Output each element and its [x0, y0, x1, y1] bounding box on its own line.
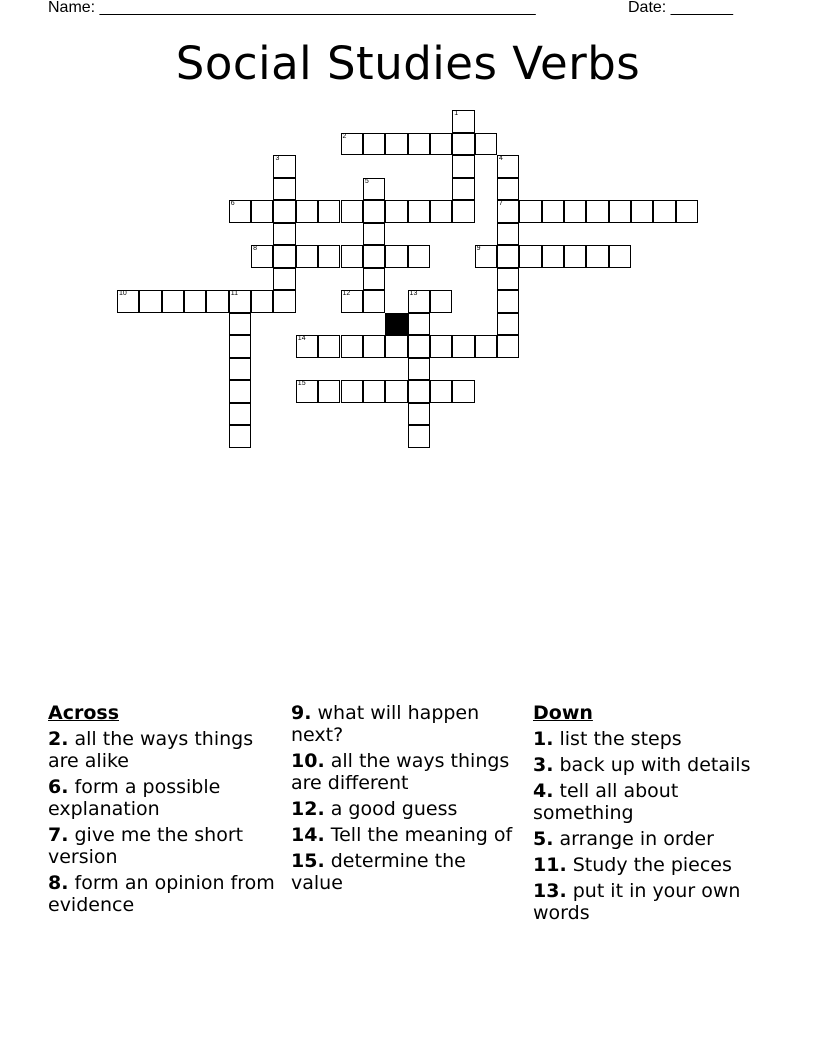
grid-cell[interactable]	[341, 133, 363, 156]
grid-cell[interactable]	[363, 268, 385, 291]
grid-cell[interactable]	[296, 335, 318, 358]
clue-down-1: 1. list the steps	[533, 728, 682, 750]
clue-down-11: 11. Study the pieces	[533, 854, 732, 876]
clues-column-1	[48, 702, 276, 920]
clue-down-5: 5. arrange in order	[533, 828, 714, 850]
grid-cell[interactable]	[408, 358, 430, 381]
grid-cell[interactable]	[609, 200, 631, 223]
grid-cell[interactable]	[296, 200, 318, 223]
name-field-label: Name: _________________________________________________	[48, 0, 536, 16]
grid-cell[interactable]	[229, 200, 251, 223]
clue-down-3: 3. back up with details	[533, 754, 751, 776]
grid-cell[interactable]	[363, 223, 385, 246]
grid-cell[interactable]	[273, 200, 295, 223]
grid-cell[interactable]	[430, 290, 452, 313]
grid-cell[interactable]	[475, 245, 497, 268]
grid-cell[interactable]	[542, 245, 564, 268]
cell-number: 7	[498, 200, 503, 207]
grid-cell[interactable]	[318, 200, 340, 223]
grid-cell[interactable]	[385, 335, 407, 358]
grid-cell[interactable]	[363, 245, 385, 268]
cell-number: 5	[364, 177, 369, 185]
grid-cell[interactable]	[475, 133, 497, 156]
grid-cell[interactable]	[341, 200, 363, 223]
across-heading: Across	[48, 702, 120, 724]
clue-across-7: 7. give me the short version	[48, 824, 244, 868]
grid-cell[interactable]	[408, 200, 430, 223]
cell-number: 14	[297, 335, 306, 342]
grid-cell[interactable]	[497, 200, 519, 223]
grid-cell[interactable]	[385, 133, 407, 156]
grid-cell[interactable]	[318, 245, 340, 268]
grid-cell[interactable]	[363, 380, 385, 403]
grid-cell[interactable]	[385, 245, 407, 268]
grid-cell[interactable]	[273, 178, 295, 201]
grid-cell[interactable]	[586, 200, 608, 223]
clue-across-10: 10. all the ways things are different	[291, 750, 510, 794]
grid-cell[interactable]	[273, 245, 295, 268]
clues-column-2	[291, 702, 519, 898]
clue-across-6: 6. form a possible explanation	[48, 776, 221, 820]
grid-cell[interactable]	[385, 200, 407, 223]
down-heading: Down	[533, 702, 593, 724]
grid-cell[interactable]	[408, 380, 430, 403]
grid-cell[interactable]	[341, 290, 363, 313]
grid-cell[interactable]	[408, 425, 430, 448]
grid-cell[interactable]	[341, 245, 363, 268]
page-title: Social Studies Verbs	[175, 37, 641, 90]
grid-cell[interactable]	[139, 290, 161, 313]
grid-cell[interactable]	[363, 290, 385, 313]
grid-cell[interactable]	[452, 133, 474, 156]
grid-cell[interactable]	[162, 290, 184, 313]
grid-cell[interactable]	[519, 200, 541, 223]
grid-cell[interactable]	[497, 245, 519, 268]
grid-cell[interactable]	[341, 335, 363, 358]
grid-cell[interactable]	[497, 313, 519, 336]
cell-number: 6	[230, 200, 235, 207]
grid-cell[interactable]	[475, 335, 497, 358]
grid-cell[interactable]	[318, 335, 340, 358]
cell-number: 11	[230, 290, 239, 297]
grid-cell[interactable]	[296, 245, 318, 268]
grid-cell[interactable]	[206, 290, 228, 313]
clue-across-2: 2. all the ways things are alike	[48, 728, 254, 772]
grid-cell[interactable]	[452, 110, 474, 133]
grid-cell[interactable]	[363, 133, 385, 156]
clue-down-13: 13. put it in your own words	[533, 880, 741, 924]
cell-number: 15	[297, 380, 306, 387]
grid-cell[interactable]	[363, 200, 385, 223]
cell-number: 3	[275, 155, 280, 162]
grid-cell[interactable]	[452, 335, 474, 358]
grid-cell[interactable]	[497, 178, 519, 201]
grid-cell[interactable]	[497, 223, 519, 246]
grid-cell[interactable]	[408, 290, 430, 313]
grid-cell[interactable]	[273, 223, 295, 246]
grid-cell[interactable]	[497, 268, 519, 291]
cell-number: 8	[253, 245, 257, 252]
cell-number: 10	[119, 290, 127, 297]
crossword-grid	[0, 0, 816, 460]
cell-number: 9	[476, 245, 481, 252]
clues-column-3	[533, 702, 761, 928]
grid-cell[interactable]	[653, 200, 675, 223]
cell-number: 13	[409, 290, 418, 297]
grid-cell[interactable]	[430, 335, 452, 358]
grid-cell[interactable]	[273, 155, 295, 178]
grid-cell[interactable]	[609, 245, 631, 268]
grid-cell[interactable]	[229, 403, 251, 426]
grid-cell[interactable]	[341, 380, 363, 403]
clue-across-9: 9. what will happen next?	[291, 702, 480, 746]
grid-cell[interactable]	[318, 380, 340, 403]
grid-cell[interactable]	[229, 290, 251, 313]
grid-cell[interactable]	[385, 380, 407, 403]
grid-cell[interactable]	[273, 290, 295, 313]
cell-number: 1	[454, 110, 459, 117]
grid-cell[interactable]	[229, 313, 251, 336]
cell-number: 4	[498, 155, 503, 162]
grid-cell[interactable]	[542, 200, 564, 223]
grid-cell[interactable]	[497, 155, 519, 178]
grid-cell[interactable]	[452, 178, 474, 201]
grid-cell[interactable]	[251, 200, 273, 223]
clue-down-4: 4. tell all about something	[533, 780, 679, 824]
grid-cell[interactable]	[452, 380, 474, 403]
grid-cell[interactable]	[452, 200, 474, 223]
clue-across-14: 14. Tell the meaning of	[291, 824, 513, 846]
grid-cell[interactable]	[408, 335, 430, 358]
date-field-label: Date: _______	[628, 0, 733, 16]
grid-cell[interactable]	[229, 358, 251, 381]
clue-across-15: 15. determine the value	[291, 850, 466, 894]
clue-across-8: 8. form an opinion from evidence	[48, 872, 275, 916]
grid-cell[interactable]	[408, 403, 430, 426]
grid-cell[interactable]	[519, 245, 541, 268]
grid-cell[interactable]	[497, 335, 519, 358]
grid-cell[interactable]	[430, 133, 452, 156]
grid-cell[interactable]	[363, 335, 385, 358]
grid-cell[interactable]	[430, 380, 452, 403]
grid-cell[interactable]	[408, 133, 430, 156]
grid-cell[interactable]	[497, 290, 519, 313]
clue-across-12: 12. a good guess	[291, 798, 458, 820]
grid-cell[interactable]	[229, 335, 251, 358]
grid-cell[interactable]	[452, 155, 474, 178]
grid-cell[interactable]	[296, 380, 318, 403]
grid-cell[interactable]	[363, 178, 385, 201]
grid-cell[interactable]	[586, 245, 608, 268]
grid-cell[interactable]	[117, 290, 139, 313]
cell-number: 12	[342, 290, 351, 297]
grid-cell[interactable]	[631, 200, 653, 223]
grid-cell[interactable]	[564, 245, 586, 268]
grid-cell[interactable]	[229, 380, 251, 403]
black-cell	[385, 313, 407, 336]
grid-cell[interactable]	[408, 245, 430, 268]
grid-cell[interactable]	[676, 200, 698, 223]
grid-cell[interactable]	[251, 245, 273, 268]
grid-cell[interactable]	[273, 268, 295, 291]
grid-cell[interactable]	[408, 313, 430, 336]
grid-cell[interactable]	[251, 290, 273, 313]
cell-number: 2	[342, 132, 347, 140]
grid-cell[interactable]	[184, 290, 206, 313]
grid-cell[interactable]	[229, 425, 251, 448]
grid-cell[interactable]	[564, 200, 586, 223]
grid-cell[interactable]	[430, 200, 452, 223]
